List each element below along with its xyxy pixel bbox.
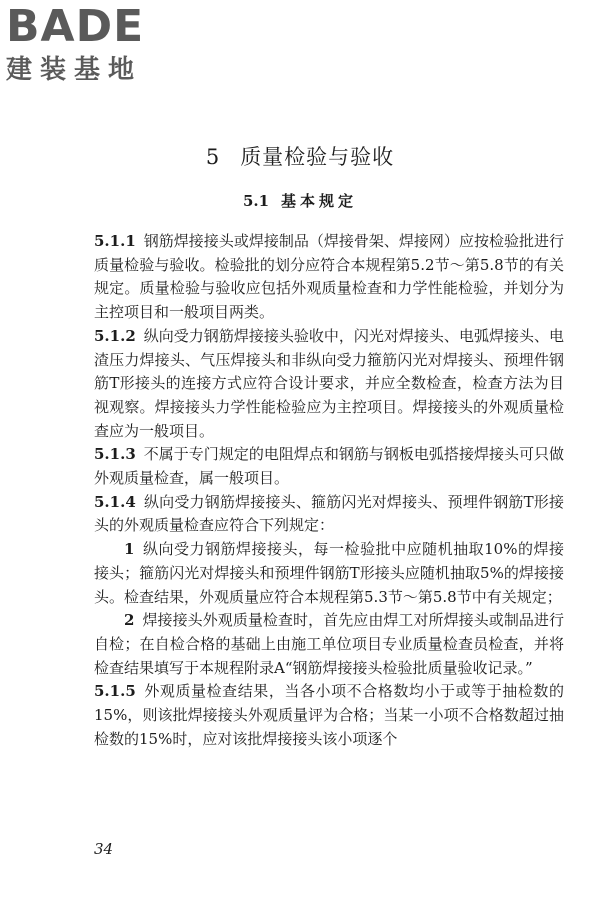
- clause-text: 纵向受力钢筋焊接接头、箍筋闪光对焊接头、预埋件钢筋T形接头的外观质量检查应符合下列规定：: [94, 492, 564, 535]
- clause-text: 外观质量检查结果，当各小项不合格数均小于或等于抽检数的15%，则该批焊接接头外观质量评为合格；当某一小项不合格数超过抽检数的15%时，应对该批焊接接头该小项逐个: [94, 682, 564, 748]
- clause-number: 5.1.2: [94, 326, 136, 345]
- section-number: 5.1: [242, 192, 270, 210]
- chapter-number: 5: [205, 145, 221, 169]
- clause-text: 不属于专门规定的电阻焊点和钢筋与钢板电弧搭接焊接头可只做外观质量检查，属一般项目。: [94, 445, 564, 488]
- page-number: 34: [94, 840, 114, 858]
- list-item: [94, 538, 564, 609]
- section-title-text: 基本规定: [281, 192, 358, 210]
- item-text: 焊接接头外观质量检查时，首先应由焊工对所焊接头或制品进行自检；在自检合格的基础上由施工单位项目专业质量检查员检查，并将检查结果填写于本规程附录A“钢筋焊接接头检验批质量验收记录。”: [94, 611, 564, 677]
- clause-5-1-5: [94, 680, 564, 751]
- logo-subtitle: 建装基地: [6, 55, 143, 85]
- clause-number: 5.1.1: [94, 232, 136, 250]
- clause-5-1-1: [94, 230, 564, 325]
- item-number: 2: [124, 611, 135, 630]
- clause-5-1-2: [94, 325, 564, 444]
- clause-text: 纵向受力钢筋焊接接头验收中，闪光对焊接头、电弧焊接头、电渣压力焊接头、气压焊接头和非纵向受力箍筋闪光对焊接头、预埋件钢筋T形接头的连接方式应符合设计要求，并应全数检查，检查方法为目视观察。焊接接头力学性能检验应为主控项目。焊接接头的外观质量检查应为一般项目。: [94, 326, 564, 440]
- clause-5-1-3: [94, 443, 564, 490]
- item-text: 纵向受力钢筋焊接接头，每一检验批中应随机抽取10%的焊接接头；箍筋闪光对焊接头和预埋件钢筋T形接头应随机抽取5%的焊接接头。检查结果，外观质量应符合本规程第5.3节～第5.8节中有关规定；: [94, 540, 564, 606]
- clause-number: 5.1.3: [94, 445, 136, 464]
- logo: [6, 2, 176, 86]
- clause-number: 5.1.5: [94, 682, 136, 701]
- clause-5-1-4: [94, 491, 564, 538]
- clause-text: 钢筋焊接接头或焊接制品（焊接骨架、焊接网）应按检验批进行质量检验与验收。检验批的划分应符合本规程第5.2节～第5.8节的有关规定。质量检验与验收应包括外观质量检查和力学性能检验，并划分为主控项目和一般项目两类。: [94, 232, 564, 322]
- item-number: 1: [124, 540, 135, 559]
- logo-wordmark: BADE: [6, 1, 145, 52]
- section-title: [0, 190, 600, 211]
- list-item: [94, 609, 564, 680]
- document-body: [94, 230, 564, 751]
- chapter-title: [0, 141, 600, 171]
- chapter-title-text: 质量检验与验收: [240, 145, 395, 169]
- clause-number: 5.1.4: [94, 492, 136, 511]
